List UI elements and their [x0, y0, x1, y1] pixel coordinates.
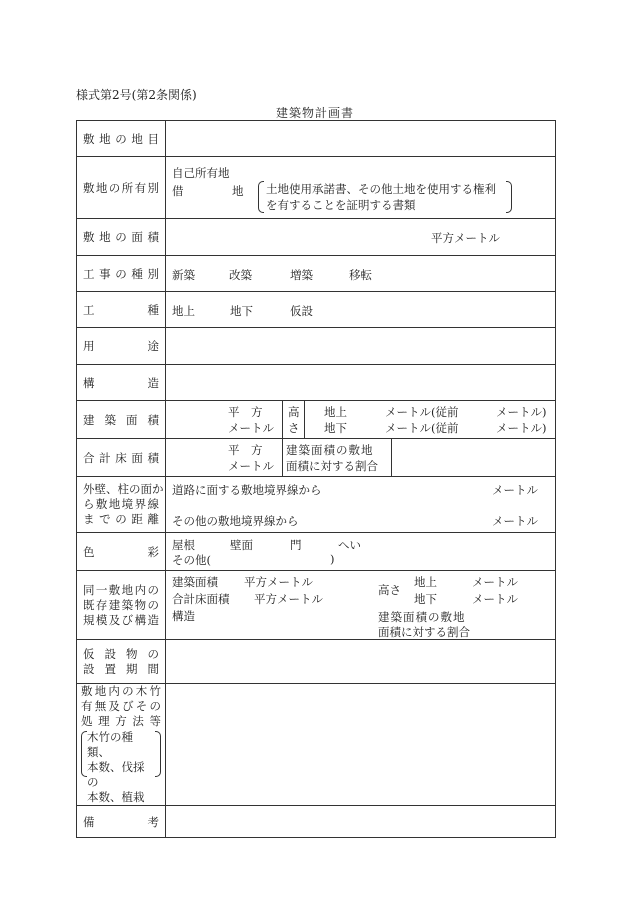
row-use: [77, 328, 556, 365]
site-area-label: 敷 地 の 面 積: [77, 219, 166, 256]
site-ownership-field[interactable]: [166, 157, 556, 219]
other-close: ): [330, 552, 335, 566]
site-lot-field[interactable]: [166, 121, 556, 157]
row-existing-buildings: [77, 571, 556, 640]
work-type-extension[interactable]: 増築: [290, 268, 313, 282]
existing-below-unit: メートル: [472, 592, 518, 606]
row-color: [77, 533, 556, 571]
work-kind-label: 工 種: [77, 292, 166, 328]
floor-area-unit-top: 平 方: [228, 443, 263, 457]
existing-building-area-label: 建築面積: [172, 575, 218, 589]
building-plan-form: [76, 120, 556, 838]
work-kind-field[interactable]: [166, 292, 556, 328]
ratio-line1: 建築面積の敷地: [286, 443, 374, 457]
row-site-area: [77, 219, 556, 256]
gate-label: 門: [290, 538, 302, 552]
remarks-field[interactable]: [166, 806, 556, 838]
height-below-unit: メートル(従前: [385, 421, 459, 435]
height-below-close: メートル): [496, 421, 547, 435]
height-below-label: 地下: [324, 421, 347, 435]
total-floor-area-label: 合 計 床 面 積: [77, 439, 166, 477]
other-boundary-unit: メートル: [492, 514, 538, 528]
trees-bracket-right: [155, 731, 161, 777]
existing-field[interactable]: [166, 571, 556, 640]
setback-label: 外 壁 、 柱 の 面 か ら 敷 地 境 界 線 ま で の 距 離: [77, 477, 166, 533]
existing-floor-area-unit: 平方メートル: [254, 592, 323, 606]
work-type-new[interactable]: 新築: [172, 268, 195, 282]
document-title: 建築物計画書: [275, 106, 354, 120]
structure-label: 構 造: [77, 365, 166, 401]
row-total-floor-area: [77, 439, 556, 477]
row-temporary: [77, 640, 556, 684]
floor-area-unit-bottom: メートル: [228, 459, 274, 473]
other-boundary-text: その他の敷地境界線から: [172, 514, 299, 528]
building-area-unit-bottom: メートル: [228, 421, 274, 435]
form-number: 様式第2号(第2条関係): [76, 88, 197, 102]
row-work-type: [77, 256, 556, 292]
row-site-lot: [77, 121, 556, 157]
use-field[interactable]: [166, 328, 556, 365]
height-label-b: さ: [288, 421, 300, 435]
temporary-field[interactable]: [166, 640, 556, 684]
use-label: 用 途: [77, 328, 166, 365]
remarks-label: 備 考: [77, 806, 166, 838]
row-work-kind: [77, 292, 556, 328]
structure-field[interactable]: [166, 365, 556, 401]
row-remarks: [77, 806, 556, 838]
site-area-field[interactable]: [166, 219, 556, 256]
ratio-line2: 面積に対する割合: [286, 459, 378, 473]
height-above-label: 地上: [324, 405, 347, 419]
left-bracket: [258, 181, 264, 213]
right-bracket: [506, 181, 512, 213]
leased-land-a: 借: [172, 184, 184, 198]
trees-field[interactable]: [166, 684, 556, 806]
row-structure: [77, 365, 556, 401]
row-site-ownership: [77, 157, 556, 219]
road-boundary-text: 道路に面する敷地境界線から: [172, 483, 322, 497]
existing-below-label: 地下: [414, 592, 437, 606]
other-open: その他(: [172, 553, 211, 567]
trees-bracket-left: [81, 731, 87, 777]
existing-floor-area-label: 合計床面積: [172, 592, 230, 606]
work-kind-above[interactable]: 地上: [172, 304, 195, 318]
building-area-unit-top: 平 方: [228, 405, 263, 419]
row-building-area: [77, 401, 556, 439]
row-trees: [77, 684, 556, 806]
work-kind-below[interactable]: 地下: [230, 304, 253, 318]
site-lot-label: 敷 地 の 地 目: [77, 121, 166, 157]
temporary-label: 仮 設 物 の 設 置 期 間: [77, 640, 166, 684]
roof-label: 屋根: [172, 538, 195, 552]
road-boundary-unit: メートル: [492, 483, 538, 497]
work-type-field[interactable]: [166, 256, 556, 292]
work-type-label: 工 事 の 種 別: [77, 256, 166, 292]
work-kind-temporary[interactable]: 仮設: [290, 304, 313, 318]
height-label-a: 高: [288, 405, 300, 419]
existing-above-label: 地上: [414, 575, 437, 589]
existing-above-unit: メートル: [472, 575, 518, 589]
color-label: 色 彩: [77, 533, 166, 571]
own-land-option: 自己所有地: [172, 166, 230, 180]
site-ownership-label: 敷 地 の 所 有 別: [77, 157, 166, 219]
height-above-close: メートル): [496, 405, 547, 419]
building-area-field[interactable]: [166, 401, 556, 439]
wall-label: 壁面: [230, 538, 253, 552]
building-area-label: 建 築 面 積: [77, 401, 166, 439]
existing-height-label: 高さ: [378, 583, 401, 597]
existing-label: 同 一 敷 地 内 の 既 存 建 築 物 の 規 模 及 び 構 造: [77, 571, 166, 640]
setback-field[interactable]: [166, 477, 556, 533]
total-floor-area-field[interactable]: [166, 439, 556, 477]
existing-building-area-unit: 平方メートル: [244, 575, 313, 589]
height-above-unit: メートル(従前: [385, 405, 459, 419]
site-area-unit: 平方メートル: [431, 231, 500, 245]
leased-land-b: 地: [232, 184, 244, 198]
existing-structure-label: 構造: [172, 609, 195, 623]
ownership-note-line1: 土地使用承諾書、その他土地を使用する権利: [266, 182, 496, 196]
fence-label: へい: [338, 538, 361, 552]
ownership-note-line2: を有することを証明する書類: [266, 198, 416, 212]
work-type-rebuild[interactable]: 改築: [229, 268, 252, 282]
row-setback: [77, 477, 556, 533]
existing-ratio-line1: 建築面積の敷地: [378, 610, 466, 624]
color-field[interactable]: [166, 533, 556, 571]
work-type-relocation[interactable]: 移転: [349, 268, 372, 282]
trees-label: 敷 地 内 の 木 竹 有 無 及 び そ の 処 理 方 法 等 木竹の種類、 本数、伐採の 本数、植栽: [77, 684, 166, 806]
existing-ratio-line2: 面積に対する割合: [378, 625, 470, 639]
